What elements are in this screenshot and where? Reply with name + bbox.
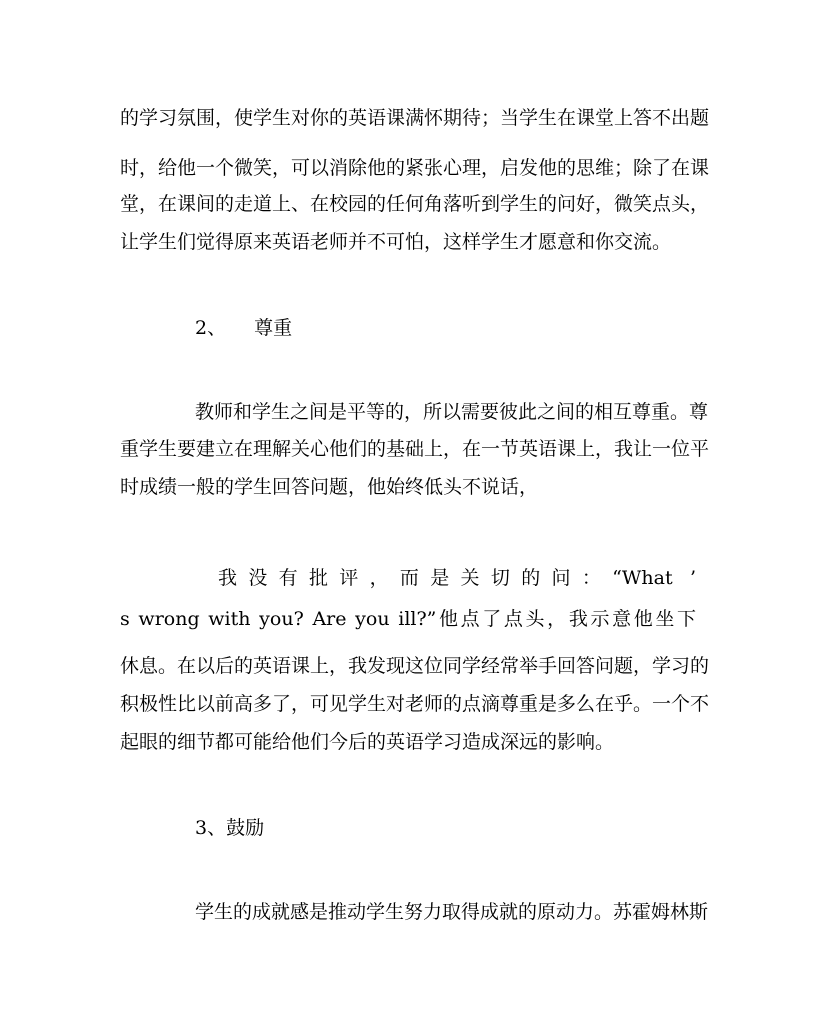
paragraph-1-line-1: 的学习氛围，使学生对你的英语课满怀期待；当学生在课堂上答不出题	[120, 107, 710, 129]
section-number: 2、	[195, 317, 227, 339]
paragraph-1-line-2: 时，给他一个微笑，可以消除他的紧张心理，启发他的思维；除了在课	[120, 157, 710, 179]
paragraph-3-line-2: s wrong with you? Are you ill?”他点了点头，我示意他坐下	[120, 608, 696, 630]
section-title: 尊重	[254, 317, 293, 339]
paragraph-3-line-3: 休息。在以后的英语课上，我发现这位同学经常举手回答问题，学习的	[120, 655, 710, 677]
section-heading-2	[195, 316, 292, 340]
paragraph-3-line-4: 积极性比以前高多了，可见学生对老师的点滴尊重是多么在乎。一个不	[120, 693, 710, 715]
paragraph-3-line-5: 起眼的细节都可能给他们今后的英语学习造成深远的影响。	[120, 731, 615, 753]
paragraph-2-line-1: 教师和学生之间是平等的，所以需要彼此之间的相互尊重。尊	[195, 401, 709, 423]
paragraph-4-line-1: 学生的成就感是推动学生努力取得成就的原动力。苏霍姆林斯	[195, 901, 709, 923]
paragraph-2-line-2: 重学生要建立在理解关心他们的基础上，在一节英语课上，我让一位平	[120, 438, 710, 460]
paragraph-2-line-3: 时成绩一般的学生回答问题，他始终低头不说话，	[120, 476, 539, 498]
paragraph-1-line-3: 堂，在课间的走道上、在校园的任何角落听到学生的问好，微笑点头，	[120, 193, 710, 215]
paragraph-1-line-4: 让学生们觉得原来英语老师并不可怕，这样学生才愿意和你交流。	[120, 231, 672, 253]
section-heading-3: 3、鼓励	[195, 817, 265, 839]
paragraph-3-line-1: 我没有批评，而是关切的问：“What ’	[218, 567, 696, 589]
